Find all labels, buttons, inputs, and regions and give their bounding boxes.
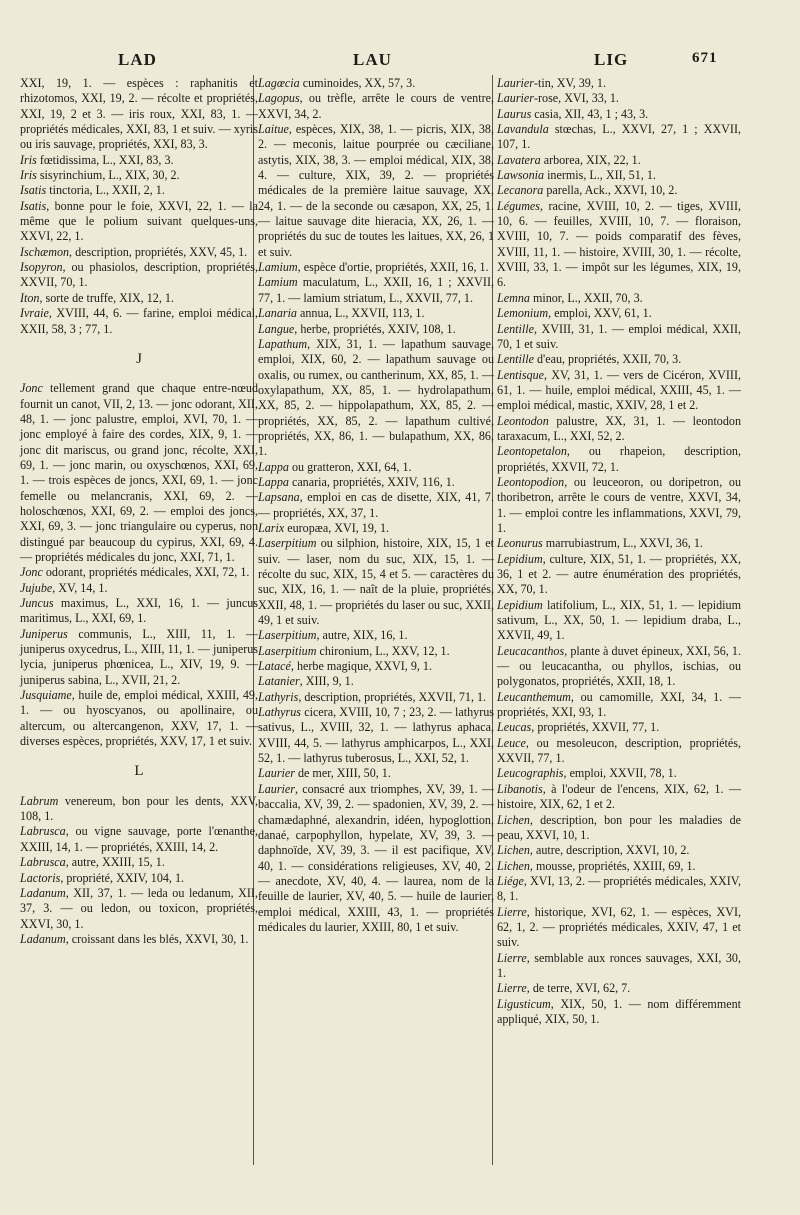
section-letter: L bbox=[134, 763, 144, 780]
index-entry bbox=[497, 552, 741, 598]
entry-text: arborea, XIX, 22, 1. bbox=[540, 152, 641, 167]
entry-text: parella, Ack., XXVI, 10, 2. bbox=[543, 183, 678, 198]
entry-text: , ou mesoleucon, description, propriétés, XXVII, 77, 1. bbox=[497, 735, 741, 766]
entry-headword: Lappa bbox=[258, 459, 289, 474]
index-entry bbox=[20, 871, 258, 886]
index-entry bbox=[497, 843, 741, 858]
index-entry bbox=[497, 291, 741, 306]
index-entry bbox=[497, 859, 741, 874]
index-entry bbox=[258, 521, 494, 536]
entry-headword: Lepidium bbox=[497, 551, 543, 566]
index-entry bbox=[497, 736, 741, 767]
index-entry bbox=[258, 674, 494, 689]
index-entry bbox=[497, 598, 741, 644]
entry-text: , espèces, XIX, 38, 1. — picris, XIX, 38, 2. — meconis, laitue pourprée ou cæciliane, astytis, XIX, 38, 3. — emploi médical, XIX, 38, 4. — culture, XIX, 39, 2. — propriétés médicales de la première laitue sauvage, XX, 24, 1. — de la seconde ou cæsapon, XX, 25, 1. — laitue sauvage dite hieracia, XX, 26, 1. — propriétés du suc de toutes les laitues, XX, 26, 1 et suiv. bbox=[258, 122, 494, 259]
entry-text: europæa, XVI, 19, 1. bbox=[284, 520, 390, 535]
entry-headword: Lierre bbox=[497, 950, 527, 965]
entry-text: , bonne pour le foie, XXVI, 22, 1. — la même que le polium suivant quelques-uns, XXVI, 22, 1. bbox=[20, 198, 258, 244]
entry-text: , autre, description, XXVI, 10, 2. bbox=[529, 843, 690, 858]
entry-text: odorant, propriétés médicales, XXI, 72, 1. bbox=[42, 565, 250, 580]
index-entry bbox=[20, 627, 258, 688]
entry-text: marrubiastrum, L., XXVI, 36, 1. bbox=[542, 536, 703, 551]
entry-headword: Labrum bbox=[20, 793, 59, 808]
index-entry bbox=[20, 183, 258, 198]
entry-headword: Lapsana bbox=[258, 490, 300, 505]
entry-headword: Laurier bbox=[258, 781, 295, 796]
entry-text: fœtidissima, L., XXI, 83, 3. bbox=[36, 152, 174, 167]
entry-text: , ou camomille, XXI, 34, 1. — propriétés, XXI, 93, 1. bbox=[497, 689, 741, 720]
entry-text: communis, L., XIII, 11, 1. — juniperus oxycedrus, L., XIII, 11, 1. — juniperus lycia, juniperus phœnicea, L., XIV, 19, 9. — juniperus sabina, L., XVII, 21, 2. bbox=[20, 626, 258, 687]
index-entry bbox=[20, 199, 258, 245]
entry-headword: Légumes bbox=[497, 198, 540, 213]
index-entry bbox=[497, 352, 741, 367]
index-entry bbox=[20, 565, 258, 580]
index-entry bbox=[20, 886, 258, 932]
index-entry bbox=[497, 690, 741, 721]
entry-headword: Lentille bbox=[497, 352, 534, 367]
entry-text: , herbe, propriétés, XXIV, 108, 1. bbox=[294, 321, 456, 336]
entry-headword: Lemonium bbox=[497, 306, 549, 321]
entry-text: , mousse, propriétés, XXIII, 69, 1. bbox=[529, 858, 696, 873]
index-entry bbox=[20, 381, 258, 565]
index-entry bbox=[497, 414, 741, 445]
entry-text: , XVI, 13, 2. — propriétés médicales, XXIV, 8, 1. bbox=[497, 873, 741, 904]
index-entry bbox=[497, 874, 741, 905]
index-entry bbox=[497, 91, 741, 106]
index-entry bbox=[497, 368, 741, 414]
entry-text: , propriété, XXIV, 104, 1. bbox=[60, 870, 185, 885]
entry-headword: Lavandula bbox=[497, 122, 549, 137]
index-entry bbox=[258, 705, 494, 766]
entry-text: -rose, XVI, 33, 1. bbox=[533, 91, 619, 106]
entry-headword: Lagopus bbox=[258, 91, 300, 106]
entry-headword: Laserpitium bbox=[258, 643, 317, 658]
entry-text: , historique, XVI, 62, 1. — espèces, XVI, 62, 1, 2. — propriétés médicales, XXIV, 47, 1 et suiv. bbox=[497, 904, 741, 950]
entry-text: , emploi, XXVII, 78, 1. bbox=[563, 766, 677, 781]
header-left-word: LAD bbox=[118, 50, 157, 69]
entry-text: , XV, 31, 1. — vers de Cicéron, XVIII, 61, 1. — huile, emploi médical, XXIII, 45, 1. — emploi médical, mastic, XXIV, 28, 1 et 2. bbox=[497, 367, 741, 413]
entry-text: maximus, L., XXI, 16, 1. — juncus maritimus, L., XXI, 69, 1. bbox=[20, 596, 258, 626]
entry-headword: Lappa bbox=[258, 474, 289, 489]
entry-headword: Laurus bbox=[497, 106, 532, 121]
entry-headword: Iton bbox=[20, 290, 40, 305]
entry-text: , description, propriétés, XXVII, 71, 1. bbox=[298, 689, 487, 704]
index-entry bbox=[497, 720, 741, 735]
entry-headword: Leontopetalon bbox=[497, 444, 567, 459]
entry-text: d'eau, propriétés, XXII, 70, 3. bbox=[533, 352, 682, 367]
entry-text: , consacré aux triomphes, XV, 39, 1. — baccalia, XV, 39, 2. — spadonien, XV, 39, 2. — chamædaphné, alexandrin, idéen, hypoglottion, danaé, carpophyllon, hypelate, XV, 39, 3. — daphnoïde, XV, 39, 3. — il est pacifique, XV, 40, 1. — considérations religieuses, XV, 40, 2. — anecdote, XV, 40, 4. — laurea, nom de la feuille de laurier, XV, 40, 5. — huile de laurier, emploi médical, XXIII, 43, 1. — propriétés médicales du laurier, XXIII, 80, 1 et suiv. bbox=[258, 781, 494, 934]
entry-text: , semblable aux ronces sauvages, XXI, 30, 1. bbox=[497, 950, 741, 980]
index-entry bbox=[20, 245, 258, 260]
entry-text: inermis, L., XII, 51, 1. bbox=[544, 168, 656, 183]
running-head bbox=[0, 50, 800, 74]
entry-text: minor, L., XXII, 70, 3. bbox=[529, 290, 643, 305]
entry-text: palustre, XX, 31, 1. — leontodon taraxacum, L., XXI, 52, 2. bbox=[497, 413, 741, 443]
entry-headword: Ladanum bbox=[20, 885, 66, 900]
entry-text: , description, bon pour les maladies de peau, XXVI, 10, 1. bbox=[497, 812, 741, 842]
index-entry bbox=[497, 199, 741, 291]
entry-headword: Leucacanthos bbox=[497, 643, 565, 658]
entry-text: casia, XII, 43, 1 ; 43, 3. bbox=[531, 106, 649, 121]
entry-text: , herbe magique, XXVI, 9, 1. bbox=[290, 659, 432, 674]
entry-text: , ou vigne sauvage, porte l'œnanthe, XXIII, 14, 1. — propriétés, XXIII, 14, 2. bbox=[20, 824, 258, 854]
index-entry bbox=[497, 444, 741, 475]
index-entry bbox=[20, 76, 258, 153]
index-column-left bbox=[20, 76, 258, 947]
index-entry bbox=[497, 766, 741, 781]
entry-text: , autre, XIX, 16, 1. bbox=[316, 628, 408, 643]
entry-headword: Lepidium bbox=[497, 597, 543, 612]
entry-text: -tin, XV, 39, 1. bbox=[533, 76, 606, 90]
index-entry bbox=[497, 951, 741, 982]
entry-headword: Leuce bbox=[497, 735, 526, 750]
entry-headword: Ischæmon bbox=[20, 244, 70, 259]
entry-headword: Isopyron bbox=[20, 260, 63, 275]
entry-headword: Jonc bbox=[20, 565, 43, 580]
index-entry bbox=[20, 153, 258, 168]
entry-headword: Laurier bbox=[497, 91, 534, 106]
index-entry bbox=[258, 76, 494, 91]
entry-headword: Ladanum bbox=[20, 931, 66, 946]
entry-text: , XV, 14, 1. bbox=[52, 580, 108, 595]
index-entry bbox=[497, 107, 741, 122]
entry-headword: Lapathum bbox=[258, 336, 308, 351]
entry-headword: Larix bbox=[258, 520, 285, 535]
index-entry bbox=[497, 153, 741, 168]
entry-text: ou gratteron, XXI, 64, 1. bbox=[288, 459, 412, 474]
entry-text: tellement grand que chaque entre-nœud fournit un canot, VII, 2, 13. — jonc odorant, XII, 48, 1. — jonc palustre, emploi, XVI, 70, 1. — jonc employé à faire des cordes, XIX, 9, 1. — jonc dit mariscus, ou grand jonc, récolte, XXI, 69, 1. — jonc marin, ou oxyschœnos, XXI, 69, 1. — trois espèces de joncs, XXI, 69, 1. — jonc femelle ou melancranis, XXI, 69, 2. — holoschœnos, XXI, 69, 2. — emploi des joncs, XXI, 69, 3. — jonc triangulaire ou cyperus, non distingué par beaucoup du cypirus, XXI, 69, 4. — propriétés médicales du jonc, XXI, 71, 1. bbox=[20, 381, 258, 564]
entry-headword: Lagœcia bbox=[258, 76, 300, 90]
index-entry bbox=[497, 183, 741, 198]
entry-text: , ou leuceoron, ou doripetron, ou thoribetron, arrête le cours de ventre, XXVI, 34, 1. — emploi contre les inflammations, XXVI, 79, 1. bbox=[497, 474, 741, 535]
entry-text: sisyrinchium, L., XIX, 30, 2. bbox=[36, 168, 180, 183]
index-entry bbox=[258, 337, 494, 460]
index-entry bbox=[258, 690, 494, 705]
index-entry bbox=[258, 536, 494, 628]
entry-headword: Leontopodion bbox=[497, 474, 565, 489]
entry-headword: Iris bbox=[20, 152, 37, 167]
index-entry bbox=[20, 291, 258, 306]
index-entry bbox=[497, 782, 741, 813]
entry-headword: Juniperus bbox=[20, 626, 68, 641]
entry-text: maculatum, L., XXII, 16, 1 ; XXVII, 77, 1. — lamium striatum, L., XXVII, 77, 1. bbox=[258, 275, 494, 305]
index-entry bbox=[20, 260, 258, 291]
entry-headword: Labrusca bbox=[20, 824, 66, 839]
section-letter: J bbox=[136, 350, 142, 367]
entry-headword: Lathyrus bbox=[258, 705, 302, 720]
entry-text: , XVIII, 44, 6. — farine, emploi médical, XXII, 58, 3 ; 77, 1. bbox=[20, 306, 258, 336]
index-entry bbox=[497, 322, 741, 353]
index-entry bbox=[497, 813, 741, 844]
entry-text: , espèce d'ortie, propriétés, XXII, 16, 1. bbox=[297, 260, 489, 275]
entry-text: , de terre, XVI, 62, 7. bbox=[526, 981, 631, 996]
index-entry bbox=[258, 91, 494, 122]
entry-headword: Laurier bbox=[258, 766, 295, 781]
index-entry bbox=[497, 168, 741, 183]
entry-headword: Lichen bbox=[497, 812, 530, 827]
entry-headword: Lierre bbox=[497, 981, 527, 996]
entry-headword: Labrusca bbox=[20, 855, 66, 870]
index-entry bbox=[20, 688, 258, 749]
index-entry bbox=[258, 460, 494, 475]
entry-text: tinctoria, L., XXII, 2, 1. bbox=[46, 183, 165, 198]
index-entry bbox=[258, 306, 494, 321]
entry-headword: Laserpitium bbox=[258, 536, 317, 551]
entry-text: , description, propriétés, XXV, 45, 1. bbox=[69, 244, 248, 259]
entry-text: , XIX, 31, 1. — lapathum sauvage, emploi, XIX, 60, 2. — lapathum sauvage ou oxalis, ou rumex, ou cantherinum, XX, 85, 1. — oxylapathum, XX, 85, 1. — hydrolapathum, XX, 85, 2. — hippolapathum, XX, 85, 2. — propriétés, XX, 85, 2. — lapathum cultivé, propriétés, XX, 86, 1. — bulapathum, XX, 86, 1. bbox=[258, 336, 494, 459]
entry-headword: Lecanora bbox=[497, 183, 544, 198]
entry-headword: Lawsonia bbox=[497, 168, 545, 183]
entry-headword: Isatis bbox=[20, 183, 47, 198]
entry-headword: Leucas bbox=[497, 720, 532, 735]
entry-text: annua, L., XXVII, 113, 1. bbox=[296, 306, 425, 321]
index-column-right bbox=[497, 76, 741, 1027]
entry-text: venereum, bon pour les dents, XXV, 108, 1. bbox=[20, 793, 258, 824]
entry-headword: Libanotis bbox=[497, 781, 543, 796]
index-entry bbox=[497, 76, 741, 91]
index-entry bbox=[20, 824, 258, 855]
entry-text: de mer, XIII, 50, 1. bbox=[294, 766, 391, 781]
index-entry bbox=[20, 306, 258, 337]
entry-headword: Juncus bbox=[20, 596, 54, 610]
entry-text: stœchas, L., XXVI, 27, 1 ; XXVII, 107, 1. bbox=[497, 122, 741, 152]
index-entry bbox=[497, 981, 741, 996]
entry-text: , culture, XIX, 51, 1. — propriétés, XX, 36, 1 et 2. — autre énumération des propriétés, XX, 70, 1. bbox=[497, 551, 741, 597]
entry-text: , croissant dans les blés, XXVI, 30, 1. bbox=[65, 931, 249, 946]
entry-text: , XVIII, 31, 1. — emploi médical, XXII, 70, 1 et suiv. bbox=[497, 321, 741, 351]
index-column-middle bbox=[258, 76, 494, 935]
index-entry bbox=[497, 997, 741, 1028]
entry-headword: Latanier bbox=[258, 674, 300, 689]
index-entry bbox=[497, 475, 741, 536]
index-entry bbox=[258, 275, 494, 306]
entry-text: , ou rhapeion, description, propriétés, XXVII, 72, 1. bbox=[497, 444, 741, 474]
index-entry bbox=[20, 932, 258, 947]
index-entry bbox=[497, 122, 741, 153]
entry-text: , racine, XVIII, 10, 2. — tiges, XVIII, 10, 6. — feuilles, XVIII, 10, 7. — floraison, XVIII, 10, 7. — poids comparatif des fèves, XVIII, 11, 1. — histoire, XVIII, 30, 1. — récolte, XVIII, 33, 1. — impôt sur les légumes, XIX, 19, 6. bbox=[497, 198, 741, 290]
entry-text: , à l'odeur de l'encens, XIX, 62, 1. — histoire, XIX, 62, 1 et 2. bbox=[497, 781, 741, 812]
entry-headword: Lemna bbox=[497, 290, 530, 305]
entry-text: , emploi en cas de disette, XIX, 41, 7. — propriétés, XX, 37, 1. bbox=[258, 490, 494, 520]
entry-text: , propriétés, XXVII, 77, 1. bbox=[531, 720, 660, 735]
index-entry bbox=[20, 855, 258, 870]
entry-headword: Laitue bbox=[258, 122, 289, 137]
header-center-word: LAU bbox=[353, 50, 392, 69]
entry-text: , ou trèfle, arrête le cours de ventre, XXVI, 34, 2. bbox=[258, 91, 494, 121]
entry-text: , ou phasiolos, description, propriétés, XXVII, 70, 1. bbox=[20, 260, 258, 290]
entry-text: cicera, XVIII, 10, 7 ; 23, 2. — lathyrus sativus, L., XVIII, 32, 1. — lathyrus aphaca, XVIII, 44, 5. — lathyrus amphicarpos, L., XXI, 52, 1. — lathyrus tuberosus, L., XXI, 52, 1. bbox=[258, 705, 494, 766]
index-entry bbox=[258, 490, 494, 521]
entry-text: , emploi, XXV, 61, 1. bbox=[548, 306, 652, 321]
entry-text: , XIII, 9, 1. bbox=[299, 674, 354, 689]
index-entry bbox=[258, 475, 494, 490]
entry-text: ou silphion, histoire, XIX, 15, 1 et suiv. — laser, nom du suc, XIX, 15, 1. — récolte du suc, XIX, 15, 4 et 5. — caractères du suc, XIX, 16, 1. — naît de la pluie, propriétés, XXII, 48, 1. — propriétés du laser ou suc, XXII, 49, 1 et suiv. bbox=[258, 536, 494, 628]
entry-text: , huile de, emploi médical, XXIII, 49, 1. — ou hyoscyanos, ou apollinaire, ou altercum, ou altercangenon, XXV, 17, 1. — diverses espèces, propriétés, XXV, 17, 1 et suiv. bbox=[20, 688, 258, 749]
entry-headword: Jujube bbox=[20, 580, 53, 595]
entry-headword: Laserpitium bbox=[258, 628, 317, 643]
entry-headword: Leucanthemum bbox=[497, 689, 571, 704]
entry-headword: Langue bbox=[258, 321, 295, 336]
entry-text: , XIX, 50, 1. — nom différemment appliqué, XIX, 50, 1. bbox=[497, 996, 741, 1026]
page-number: 671 bbox=[692, 50, 718, 66]
entry-text: cuminoides, XX, 57, 3. bbox=[299, 76, 416, 90]
entry-headword: Lathyris bbox=[258, 689, 299, 704]
index-entry bbox=[258, 260, 494, 275]
index-entry bbox=[497, 905, 741, 951]
entry-headword: Leontodon bbox=[497, 413, 549, 428]
index-entry bbox=[258, 782, 494, 935]
entry-headword: Latacé bbox=[258, 659, 291, 674]
entry-headword: Iris bbox=[20, 168, 37, 183]
entry-text: canaria, propriétés, XXIV, 116, 1. bbox=[288, 474, 455, 489]
entry-headword: Lamium bbox=[258, 275, 298, 290]
index-entry bbox=[20, 794, 258, 825]
entry-headword: Lichen bbox=[497, 858, 530, 873]
entry-headword: Lavatera bbox=[497, 152, 541, 167]
entry-headword: Liége bbox=[497, 873, 524, 888]
index-entry bbox=[20, 596, 258, 627]
entry-headword: Ivraie bbox=[20, 306, 49, 321]
entry-headword: Lichen bbox=[497, 843, 530, 858]
entry-headword: Lentille bbox=[497, 321, 534, 336]
entry-headword: Isatis bbox=[20, 198, 47, 213]
index-entry bbox=[258, 322, 494, 337]
entry-headword: Jusquiame bbox=[20, 688, 72, 703]
entry-headword: Lactoris bbox=[20, 870, 61, 885]
entry-text: XXI, 19, 1. — espèces : raphanitis et rhizotomos, XXI, 19, 2. — récolte et propriétés, XXI, 19, 2 et 3. — iris roux, XXI, 83, 1. — propriétés médicales, XXI, 83, 1 et suiv. — xyris ou iris sauvage, propriétés, XXI, 83, 3. bbox=[20, 76, 258, 152]
index-entry bbox=[20, 168, 258, 183]
entry-headword: Lanaria bbox=[258, 306, 297, 321]
index-entry bbox=[258, 659, 494, 674]
entry-headword: Lamium bbox=[258, 260, 298, 275]
entry-headword: Jonc bbox=[20, 381, 43, 396]
index-entry bbox=[258, 122, 494, 260]
index-entry bbox=[497, 536, 741, 551]
entry-headword: Leonurus bbox=[497, 536, 543, 551]
index-entry bbox=[497, 644, 741, 690]
index-entry bbox=[258, 644, 494, 659]
entry-text: , XII, 37, 1. — leda ou ledanum, XII, 37, 3. — ou ledon, ou toxicon, propriétés, XXVI, 30, 1. bbox=[20, 885, 258, 931]
entry-headword: Lentisque bbox=[497, 367, 545, 382]
entry-text: latifolium, L., XIX, 51, 1. — lepidium sativum, L., XX, 50, 1. — lepidium draba, L., XXVII, 49, 1. bbox=[497, 597, 741, 643]
header-right-word: LIG bbox=[594, 50, 629, 69]
entry-text: , plante à duvet épineux, XXI, 56, 1. — ou leucacantha, ou phyllos, ischias, ou polygonatos, propriétés, XXII, 18, 1. bbox=[497, 643, 741, 689]
entry-headword: Ligusticum bbox=[497, 996, 551, 1011]
entry-text: , autre, XXIII, 15, 1. bbox=[65, 855, 165, 870]
entry-headword: Laurier bbox=[497, 76, 534, 90]
entry-text: , sorte de truffe, XIX, 12, 1. bbox=[39, 290, 174, 305]
index-entry bbox=[497, 306, 741, 321]
index-entry bbox=[258, 628, 494, 643]
entry-headword: Lierre bbox=[497, 904, 527, 919]
entry-headword: Leucographis bbox=[497, 766, 564, 781]
index-entry bbox=[20, 581, 258, 596]
entry-text: chironium, L., XXV, 12, 1. bbox=[316, 643, 450, 658]
index-entry bbox=[258, 766, 494, 781]
